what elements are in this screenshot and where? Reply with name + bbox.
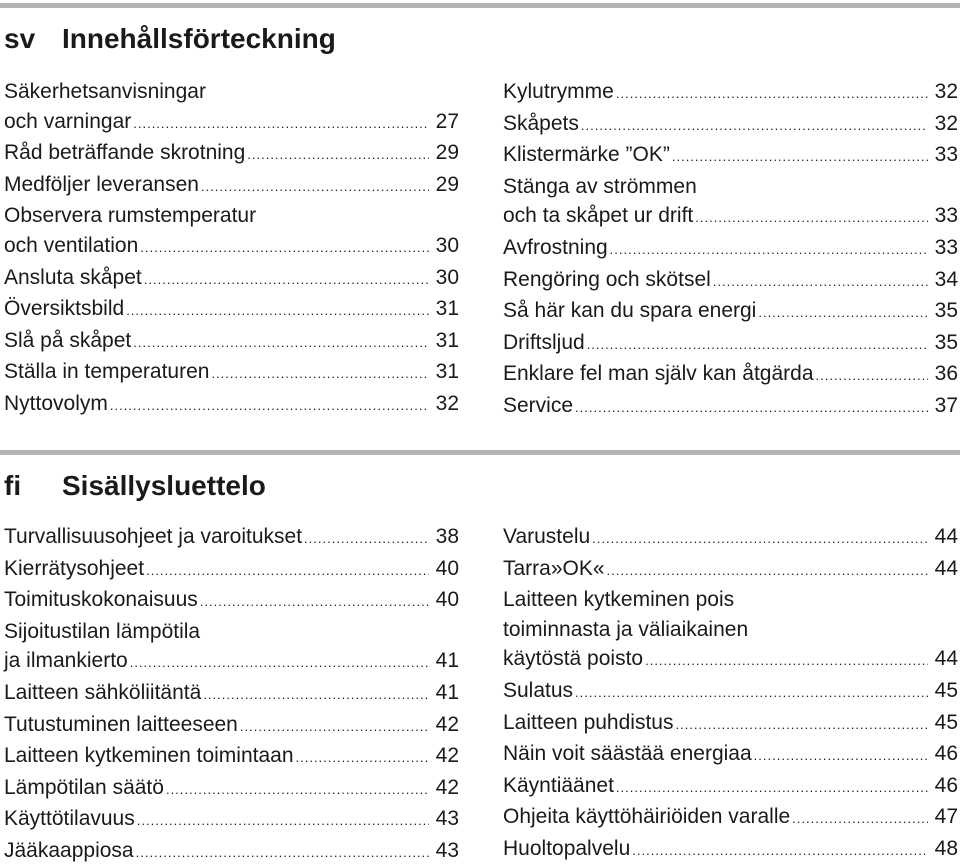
toc-entry[interactable] [503, 172, 958, 233]
toc-entry[interactable] [4, 710, 459, 742]
toc-entry[interactable] [503, 233, 958, 265]
toc-entry-label: Laitteen puhdistus [503, 710, 674, 734]
section-title: Innehållsförteckning [62, 23, 336, 54]
toc-entry-line [4, 263, 459, 295]
toc-page-number: 30 [435, 265, 459, 289]
toc-page-number: 32 [934, 111, 958, 135]
toc-page-number: 45 [934, 678, 958, 702]
toc-entry[interactable] [503, 328, 958, 360]
toc-entry-label: Käyntiäänet [503, 773, 614, 797]
toc-page-number: 31 [435, 297, 459, 321]
toc-entry-line [503, 265, 958, 297]
dot-leader [758, 298, 928, 328]
toc-entry-line [503, 77, 958, 109]
toc-entry-line [503, 522, 958, 554]
toc-entry-label: Ställa in temperaturen [4, 360, 210, 384]
toc-entry[interactable] [4, 617, 459, 678]
toc-entry[interactable] [503, 265, 958, 297]
toc-page-number: 47 [934, 805, 958, 829]
toc-entry[interactable] [4, 678, 459, 710]
dot-leader [616, 773, 928, 803]
dot-leader [792, 804, 928, 834]
dot-leader [304, 524, 429, 554]
toc-entry-label: Nyttovolym [4, 391, 108, 415]
toc-page-number: 41 [435, 680, 459, 704]
toc-entry-line [503, 676, 958, 708]
toc-entry-line [4, 138, 459, 170]
toc-entry-label: Driftsljud [503, 330, 585, 354]
toc-entry-label: Laitteen kytkeminen pois [503, 588, 735, 612]
dot-leader [581, 111, 928, 141]
toc-entry[interactable] [4, 554, 459, 586]
toc-page-number: 46 [934, 742, 958, 766]
toc-entry[interactable] [503, 771, 958, 803]
toc-entry-line [503, 201, 958, 233]
toc-entry-line [4, 231, 459, 263]
toc-entry-line [4, 585, 459, 617]
toc-entry-label: Rengöring och skötsel [503, 267, 711, 291]
toc-entry-label: och ventilation [4, 233, 139, 257]
dot-leader [587, 330, 928, 360]
dot-leader [136, 838, 429, 868]
dot-leader [616, 79, 928, 109]
toc-entry-line [503, 359, 958, 391]
toc-entry-label: Avfrostning [503, 235, 608, 259]
toc-entry-line [4, 646, 459, 678]
toc-entry-line [503, 802, 958, 834]
toc-page-number: 29 [435, 141, 459, 165]
toc-entry-line [503, 109, 958, 141]
toc-page-number: 48 [934, 836, 958, 860]
toc-entry-line [4, 389, 459, 421]
toc-entry-label: Varustelu [503, 525, 591, 548]
toc-entry-line [4, 617, 459, 647]
section-divider-sv [0, 3, 960, 8]
toc-entry-label: Slå på skåpet [4, 328, 132, 352]
toc-page-number: 37 [934, 393, 958, 417]
toc-entry-label: Laitteen sähköliitäntä [4, 680, 202, 704]
dot-leader [200, 587, 429, 617]
toc-page-number: 44 [934, 556, 958, 580]
toc-entry[interactable] [503, 522, 958, 554]
toc-entry-label: toiminnasta ja väliaikainen [503, 617, 749, 641]
toc-entry[interactable] [4, 263, 459, 295]
toc-entry-line [503, 644, 958, 676]
toc-entry-label: Översiktsbild [4, 297, 125, 321]
dot-leader [575, 678, 928, 708]
toc-entry-label: Lämpötilan säätö [4, 775, 164, 799]
toc-entry-label: Råd beträffande skrotning [4, 141, 246, 165]
dot-leader [675, 710, 928, 740]
toc-page-number: 40 [435, 588, 459, 612]
dot-leader [146, 556, 429, 586]
dot-leader [240, 712, 429, 742]
language-code: fi [4, 470, 22, 501]
toc-entry-line [4, 77, 459, 107]
toc-entry-label: Service [503, 393, 574, 417]
toc-entry-line [4, 522, 459, 554]
dot-leader [203, 680, 429, 710]
toc-entry[interactable] [503, 140, 958, 172]
toc-entry-label: käytöstä poisto [503, 647, 644, 671]
dot-leader [130, 648, 429, 678]
toc-entry[interactable] [503, 802, 958, 834]
toc-page-number: 33 [934, 204, 958, 228]
toc-page-number: 44 [934, 525, 958, 548]
toc-page-number: 43 [435, 838, 459, 862]
toc-entry-line [4, 710, 459, 742]
dot-leader [133, 109, 429, 139]
toc-entry-label: och varningar [4, 109, 132, 133]
dot-leader [575, 393, 928, 423]
toc-entry[interactable] [503, 739, 958, 771]
toc-page-number: 35 [934, 299, 958, 323]
toc-column-left [4, 522, 459, 868]
toc-entry-label: Sijoitustilan lämpötila [4, 619, 201, 643]
dot-leader [110, 391, 429, 421]
toc-entry[interactable] [4, 294, 459, 326]
toc-page-number: 42 [435, 712, 459, 736]
toc-entry-line [4, 170, 459, 202]
toc-column-right [503, 522, 958, 866]
dot-leader [211, 359, 429, 389]
dot-leader [247, 140, 429, 170]
toc-entry-line [4, 741, 459, 773]
section-header-fi [4, 469, 266, 503]
toc-entry-line [503, 233, 958, 265]
toc-entry[interactable] [4, 836, 459, 868]
dot-leader [166, 775, 429, 805]
dot-leader [672, 142, 928, 172]
language-code: sv [4, 23, 36, 54]
toc-entry-line [503, 172, 958, 202]
toc-entry-label: Kylutrymme [503, 80, 614, 103]
toc-entry-line [4, 773, 459, 805]
toc-entry-line [4, 836, 459, 868]
toc-entry-label: Tutustuminen laitteeseen [4, 712, 238, 736]
toc-entry-label: ja ilmankierto [4, 649, 128, 673]
toc-entry[interactable] [4, 77, 459, 138]
toc-page-number: 44 [934, 647, 958, 671]
toc-entry-line [4, 326, 459, 358]
dot-leader [592, 524, 928, 554]
toc-entry-line [503, 554, 958, 586]
toc-entry-label: Sulatus [503, 678, 574, 702]
toc-entry[interactable] [503, 109, 958, 141]
dot-leader [713, 267, 928, 297]
toc-page-number: 46 [934, 773, 958, 797]
toc-entry-line [503, 834, 958, 866]
toc-entry-label: Kierrätysohjeet [4, 556, 145, 580]
toc-entry-label: Stänga av strömmen [503, 174, 697, 198]
toc-entry[interactable] [4, 201, 459, 262]
toc-page-number: 29 [435, 172, 459, 196]
toc-column-left [4, 77, 459, 421]
toc-entry-line [503, 615, 958, 645]
dot-leader [645, 646, 928, 676]
toc-page-number: 33 [934, 143, 958, 167]
toc-page-number: 32 [934, 80, 958, 103]
toc-entry-label: Så här kan du spara energi [503, 299, 757, 323]
dot-leader [201, 172, 429, 202]
toc-entry-line [4, 107, 459, 139]
toc-entry-label: Ansluta skåpet [4, 265, 142, 289]
toc-entry-line [4, 554, 459, 586]
dot-leader [754, 741, 928, 771]
toc-entry[interactable] [4, 522, 459, 554]
toc-entry-label: och ta skåpet ur drift [503, 204, 694, 228]
toc-entry-label: Turvallisuusohjeet ja varoitukset [4, 525, 303, 548]
toc-page-number: 35 [934, 330, 958, 354]
toc-entry-label: Tarra»OK« [503, 556, 605, 580]
toc-entry-line [503, 585, 958, 615]
toc-entry[interactable] [503, 676, 958, 708]
toc-entry-label: Skåpets [503, 111, 579, 135]
toc-entry-line [4, 201, 459, 231]
toc-entry-label: Enklare fel man själv kan åtgärda [503, 362, 814, 386]
toc-entry[interactable] [503, 554, 958, 586]
section-title: Sisällysluettelo [62, 470, 266, 501]
toc-entry-line [503, 391, 958, 423]
toc-page-number: 41 [435, 649, 459, 673]
toc-entry[interactable] [4, 326, 459, 358]
toc-page-number: 30 [435, 233, 459, 257]
toc-page-number: 31 [435, 360, 459, 384]
toc-page-number: 42 [435, 775, 459, 799]
toc-page-number: 33 [934, 235, 958, 259]
toc-entry[interactable] [503, 359, 958, 391]
toc-entry[interactable] [503, 585, 958, 676]
toc-page-number: 32 [435, 391, 459, 415]
toc-entry-line [503, 771, 958, 803]
toc-entry-label: Klistermärke ”OK” [503, 143, 670, 167]
toc-entry[interactable] [4, 741, 459, 773]
toc-entry-label: Observera rumstemperatur [4, 204, 257, 228]
toc-page-number: 27 [435, 109, 459, 133]
toc-page-number: 31 [435, 328, 459, 352]
toc-entry-line [503, 739, 958, 771]
toc-entry-label: Ohjeita käyttöhäiriöiden varalle [503, 805, 791, 829]
toc-page-number: 42 [435, 744, 459, 768]
toc-page-number: 45 [934, 710, 958, 734]
toc-entry-label: Huoltopalvelu [503, 836, 631, 860]
toc-entry-line [503, 328, 958, 360]
toc-entry-label: Käyttötilavuus [4, 807, 135, 831]
toc-entry-line [503, 296, 958, 328]
toc-entry-line [4, 678, 459, 710]
toc-entry[interactable] [4, 773, 459, 805]
section-header-sv [4, 22, 336, 56]
toc-entry[interactable] [503, 296, 958, 328]
toc-page-number: 40 [435, 556, 459, 580]
toc-page-number: 36 [934, 362, 958, 386]
dot-leader [140, 233, 429, 263]
toc-entry[interactable] [4, 389, 459, 421]
dot-leader [695, 203, 928, 233]
toc-page-number: 43 [435, 807, 459, 831]
toc-entry[interactable] [503, 834, 958, 866]
toc-entry[interactable] [4, 138, 459, 170]
dot-leader [126, 296, 429, 326]
toc-entry-label: Näin voit säästää energiaa [503, 742, 752, 766]
dot-leader [607, 556, 928, 586]
toc-entry-label: Toimituskokonaisuus [4, 588, 198, 612]
toc-entry[interactable] [503, 77, 958, 109]
toc-entry-label: Laitteen kytkeminen toimintaan [4, 744, 294, 768]
toc-entry[interactable] [503, 708, 958, 740]
toc-entry-label: Medföljer leveransen [4, 172, 199, 196]
toc-page-number: 34 [934, 267, 958, 291]
toc-entry-line [4, 294, 459, 326]
toc-entry-line [503, 140, 958, 172]
toc-entry[interactable] [4, 170, 459, 202]
toc-entry[interactable] [503, 391, 958, 423]
dot-leader [816, 361, 929, 391]
toc-entry[interactable] [4, 804, 459, 836]
toc-entry-label: Säkerhetsanvisningar [4, 80, 206, 103]
toc-entry-line [503, 708, 958, 740]
toc-entry-line [4, 357, 459, 389]
section-divider-fi [0, 450, 960, 455]
toc-entry-line [4, 804, 459, 836]
toc-entry[interactable] [4, 585, 459, 617]
dot-leader [137, 806, 429, 836]
dot-leader [296, 743, 430, 773]
toc-column-right [503, 77, 958, 423]
dot-leader [610, 235, 928, 265]
toc-entry-label: Jääkaappiosa [4, 838, 134, 862]
dot-leader [133, 328, 429, 358]
toc-page-number: 38 [435, 525, 459, 548]
dot-leader [144, 265, 429, 295]
toc-entry[interactable] [4, 357, 459, 389]
